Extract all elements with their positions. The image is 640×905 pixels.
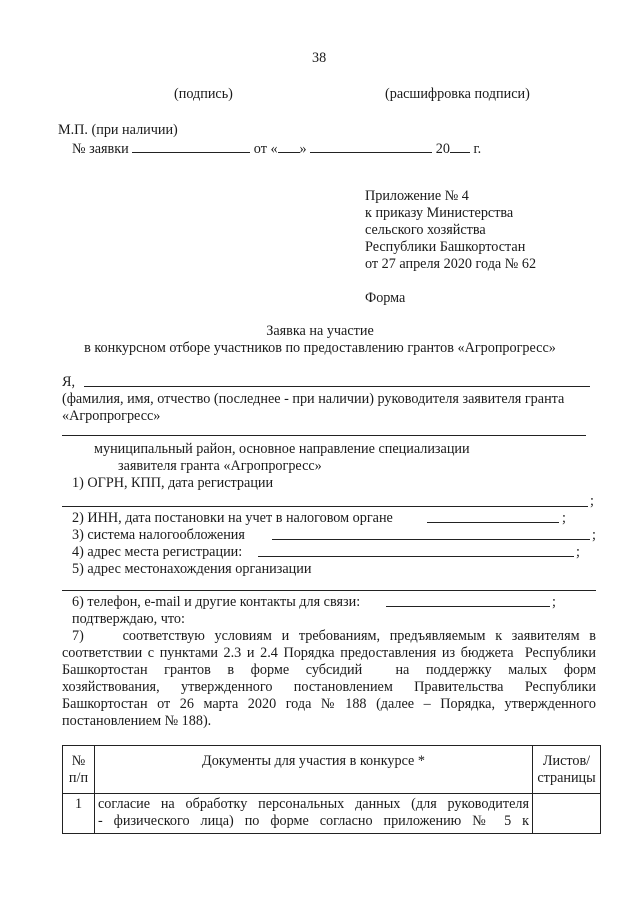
header-sheets xyxy=(533,746,601,794)
header-documents-text: Документы для участия в конкурсе * xyxy=(202,753,425,769)
item-4-semicolon: ; xyxy=(576,544,580,560)
item-6-semicolon: ; xyxy=(552,594,556,610)
district-hint-line-2: заявителя гранта «Агропрогресс» xyxy=(118,458,322,474)
header-number-line-2: п/п xyxy=(68,770,89,786)
signature-caption: (подпись) xyxy=(174,86,233,102)
header-sheets-line-2: страницы xyxy=(537,770,596,786)
year-suffix: г. xyxy=(473,141,482,157)
confirm-label: подтверждаю, что: xyxy=(72,611,185,627)
item-6-blank[interactable] xyxy=(386,606,550,607)
item-4-label: 4) адрес места регистрации: xyxy=(72,544,243,560)
table-header-row xyxy=(63,746,601,794)
appendix-line-2: к приказу Министерства xyxy=(365,205,514,221)
district-hint-line-1: муниципальный район, основное направление специализации xyxy=(94,441,470,457)
district-blank[interactable] xyxy=(62,435,586,436)
title-line-1: Заявка на участие xyxy=(266,323,374,339)
paragraph-7-line-2: соответствии с пунктами 2.3 и 2.4 Порядка предоставления из бюджета Республики xyxy=(62,645,596,661)
date-quote-close: » xyxy=(299,141,307,157)
appendix-line-1: Приложение № 4 xyxy=(365,188,469,204)
fio-hint-line-2: «Агропрогресс» xyxy=(62,408,161,424)
signature-decode-caption: (расшифровка подписи) xyxy=(385,86,530,102)
date-day-blank[interactable] xyxy=(278,140,300,153)
row-number: 1 xyxy=(63,794,95,834)
paragraph-7-line-5: Башкортостан от 26 марта 2020 года № 188 (далее – Порядка, утвержденного xyxy=(62,696,596,712)
item-3-semicolon: ; xyxy=(592,527,596,543)
appendix-line-3: сельского хозяйства xyxy=(365,222,486,238)
item-2-blank[interactable] xyxy=(427,522,559,523)
item-6-label: 6) телефон, e-mail и другие контакты для связи: xyxy=(72,594,361,610)
header-number xyxy=(63,746,95,794)
year-blank[interactable] xyxy=(450,140,470,153)
item-2-label: 2) ИНН, дата постановки на учет в налоговом органе xyxy=(72,510,393,526)
header-sheets-line-1: Листов/ xyxy=(542,753,591,769)
fio-blank[interactable] xyxy=(84,386,590,387)
item-4-blank[interactable] xyxy=(258,556,574,557)
item-3-blank[interactable] xyxy=(272,539,590,540)
date-month-blank[interactable] xyxy=(310,140,432,153)
application-number-line xyxy=(72,140,481,158)
item-5-blank[interactable] xyxy=(62,590,596,591)
application-number-label: № заявки xyxy=(72,141,129,157)
form-label: Форма xyxy=(365,290,406,306)
item-1-blank[interactable] xyxy=(62,506,588,507)
paragraph-7-line-6: постановлением № 188). xyxy=(62,713,212,729)
fio-hint-line-1: (фамилия, имя, отчество (последнее - при наличии) руководителя заявителя гранта xyxy=(62,391,565,407)
item-1-label: 1) ОГРН, КПП, дата регистрации xyxy=(72,475,274,491)
item-2-semicolon: ; xyxy=(562,510,566,526)
paragraph-7-line-1: 7) соответствую условиям и требованиям, предъявляемым к заявителям в xyxy=(72,628,596,644)
item-1-semicolon: ; xyxy=(590,493,594,509)
date-from-label: от « xyxy=(253,141,278,157)
row-sheets[interactable] xyxy=(533,794,601,834)
year-prefix: 20 xyxy=(435,141,450,157)
row-documents-line-1: согласие на обработку персональных данных (для руководителя xyxy=(98,796,529,812)
row-documents-cell xyxy=(95,794,533,834)
item-5-label: 5) адрес местонахождения организации xyxy=(72,561,312,577)
paragraph-7-line-4: хозяйствования, утвержденного постановлением Правительства Республики xyxy=(62,679,596,695)
header-number-line-1: № xyxy=(71,753,86,769)
stamp-label: М.П. (при наличии) xyxy=(58,122,178,138)
title-line-2: в конкурсном отборе участников по предоставлению грантов «Агропрогресс» xyxy=(84,340,556,356)
application-number-blank[interactable] xyxy=(132,140,250,153)
appendix-line-5: от 27 апреля 2020 года № 62 xyxy=(365,256,537,272)
page-number: 38 xyxy=(312,50,327,66)
item-3-label: 3) система налогообложения xyxy=(72,527,245,543)
documents-table xyxy=(62,745,601,834)
table-row xyxy=(63,794,601,834)
appendix-line-4: Республики Башкортостан xyxy=(365,239,526,255)
header-documents xyxy=(95,746,533,794)
row-documents-line-2: - физического лица) по форме согласно приложению № 5 к xyxy=(98,813,529,829)
paragraph-7-line-3: Башкортостан грантов в форме субсидий на поддержку малых форм xyxy=(62,662,596,678)
ya-label: Я, xyxy=(62,374,76,390)
